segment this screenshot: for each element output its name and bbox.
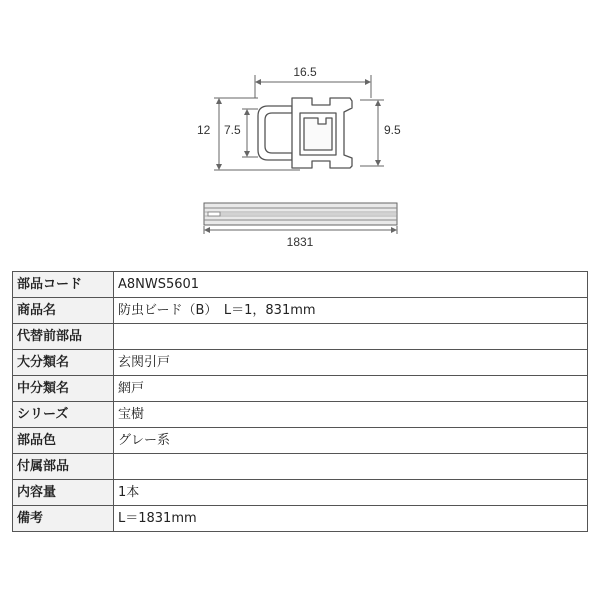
length-dimension [204,226,397,249]
table-row [13,376,588,402]
table-row [13,324,588,350]
table-row [13,506,588,532]
row-label: シリーズ [13,402,114,428]
row-value: 1本 [114,480,588,506]
bead-side-view [204,203,397,225]
dim-total-height-label: 12 [197,123,211,137]
part-drawing [0,0,600,260]
right-height-dimension [360,100,401,166]
table-row [13,350,588,376]
row-label: 部品コード [13,272,114,298]
row-value: グレー系 [114,428,588,454]
bead-profile-section [258,98,352,168]
table-row [13,298,588,324]
table-row [13,402,588,428]
row-value: 防虫ビード（B） L＝1，831mm [114,298,588,324]
dim-width-label: 16.5 [293,65,317,79]
row-value: 網戸 [114,376,588,402]
row-value [114,324,588,350]
row-label: 大分類名 [13,350,114,376]
table-row [13,272,588,298]
row-label: 部品色 [13,428,114,454]
table-row [13,480,588,506]
row-value: 宝樹 [114,402,588,428]
row-value: A8NWS5601 [114,272,588,298]
width-dimension [255,65,371,98]
row-label: 付属部品 [13,454,114,480]
row-label: 内容量 [13,480,114,506]
dim-right-height-label: 9.5 [384,123,401,137]
row-label: 商品名 [13,298,114,324]
row-label: 中分類名 [13,376,114,402]
dim-length-label: 1831 [286,235,314,249]
table-row [13,428,588,454]
row-value [114,454,588,480]
row-value: 玄関引戸 [114,350,588,376]
spec-table [12,271,588,532]
table-row [13,454,588,480]
dim-inner-height-label: 7.5 [224,123,241,137]
inner-height-dimension [224,109,258,157]
row-value: L＝1831mm [114,506,588,532]
row-label: 代替前部品 [13,324,114,350]
row-label: 備考 [13,506,114,532]
